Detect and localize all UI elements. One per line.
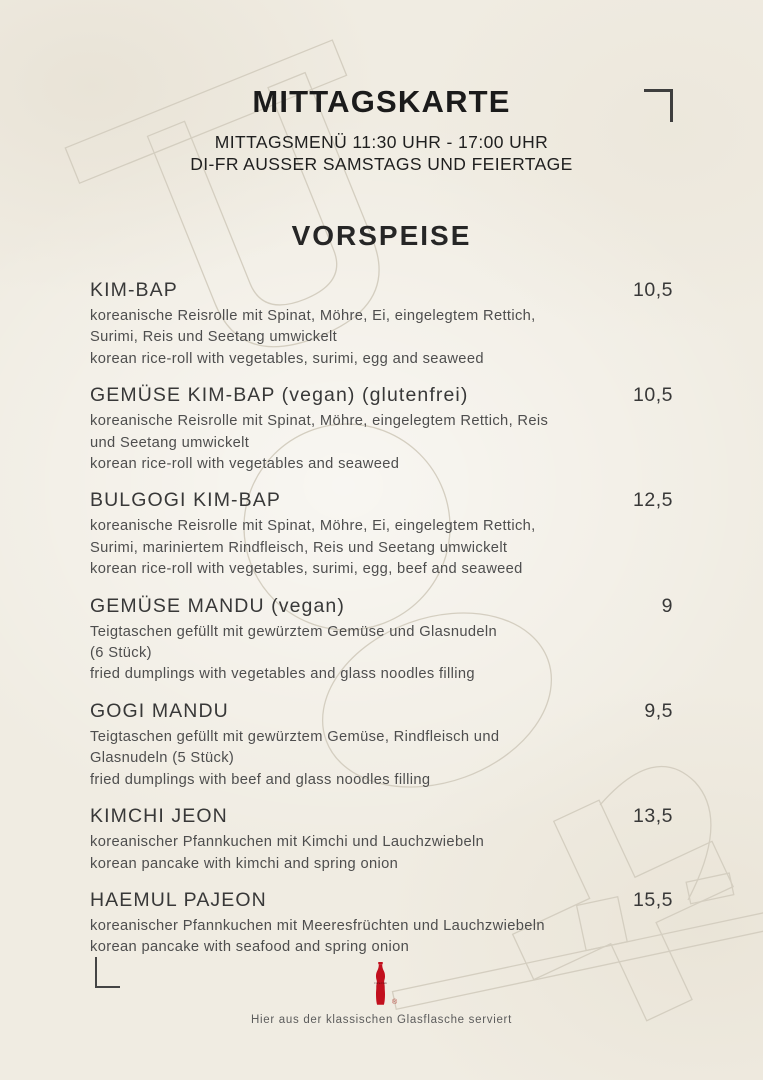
menu-item-desc-line: Glasnudeln (5 Stück): [90, 750, 235, 767]
menu-item-desc-line: Surimi, Reis und Seetang umwickelt: [90, 329, 338, 346]
menu-item-name: GEMÜSE MANDU (vegan): [90, 594, 345, 617]
menu-item-description: [90, 622, 673, 686]
menu-item-desc-line: koreanischer Pfannkuchen mit Meeresfrüchten und Lauchzwiebeln: [90, 917, 545, 934]
menu-item-price: 15,5: [633, 888, 673, 911]
menu-item-desc-line: korean pancake with seafood and spring onion: [90, 939, 410, 956]
menu-item-name: HAEMUL PAJEON: [90, 888, 267, 911]
menu-item-desc-line: Teigtaschen gefüllt mit gewürztem Gemüse, Rindfleisch und: [90, 728, 500, 745]
menu-item-price: 9: [661, 594, 673, 617]
menu-item-desc-line: koreanische Reisrolle mit Spinat, Möhre, Ei, eingelegtem Rettich,: [90, 518, 536, 535]
section-title: VORSPEISE: [291, 220, 472, 251]
menu-item-desc-line: koreanische Reisrolle mit Spinat, Möhre, eingelegtem Rettich, Reis: [90, 413, 549, 430]
menu-item-desc-line: Teigtaschen gefüllt mit gewürztem Gemüse und Glasnudeln: [90, 623, 498, 640]
menu-item-header: [90, 803, 673, 829]
menu-item-name: GOGI MANDU: [90, 699, 229, 722]
menu-item-description: [90, 516, 673, 580]
page-title: MITTAGSKARTE: [252, 84, 511, 119]
page-subtitle: [0, 131, 763, 175]
menu-item-header: [90, 382, 673, 408]
footer-note: Hier aus der klassischen Glasflasche serviert: [251, 1014, 512, 1026]
menu-item-desc-line: fried dumplings with vegetables and glass noodles filling: [90, 666, 475, 683]
menu-item-desc-line: koreanische Reisrolle mit Spinat, Möhre, Ei, eingelegtem Rettich,: [90, 308, 536, 324]
menu-item-desc-line: und Seetang umwickelt: [90, 434, 250, 451]
svg-text:Coca-Cola: Coca-Cola: [374, 980, 387, 985]
menu-item-description: [90, 411, 673, 475]
menu-item-name: KIMCHI JEON: [90, 805, 228, 828]
subtitle-line-1: MITTAGSMENÜ 11:30 UHR - 17:00 UHR: [214, 132, 549, 152]
menu-list: [90, 277, 673, 971]
menu-item-name: GEMÜSE KIM-BAP (vegan) (glutenfrei): [90, 384, 469, 407]
menu-item: [90, 803, 673, 875]
menu-item-desc-line: korean rice-roll with vegetables and seaweed: [90, 456, 400, 473]
menu-item: [90, 698, 673, 791]
menu-item-desc-line: (6 Stück): [90, 645, 152, 662]
menu-item-header: [90, 698, 673, 724]
corner-bracket-icon: [644, 89, 673, 122]
coca-cola-bottle-icon: [372, 962, 402, 1010]
menu-item-price: 12,5: [633, 489, 673, 512]
menu-item-desc-line: koreanischer Pfannkuchen mit Kimchi und Lauchzwiebeln: [90, 834, 485, 851]
menu-item-price: 9,5: [644, 699, 673, 722]
menu-item-header: [90, 277, 673, 303]
menu-item-price: 10,5: [633, 279, 673, 301]
menu-item: [90, 887, 673, 959]
menu-item: [90, 593, 673, 686]
menu-item-description: [90, 832, 673, 875]
subtitle-line-2: DI-FR AUSSER SAMSTAGS UND FEIERTAGE: [190, 154, 573, 174]
menu-item: [90, 487, 673, 580]
menu-item: [90, 382, 673, 475]
menu-item-header: [90, 593, 673, 619]
menu-item-description: [90, 306, 673, 370]
menu-item-desc-line: korean rice-roll with vegetables, surimi, egg, beef and seaweed: [90, 561, 523, 578]
menu-item-desc-line: korean rice-roll with vegetables, surimi, egg and seaweed: [90, 350, 484, 367]
menu-item-header: [90, 887, 673, 913]
menu-item: [90, 277, 673, 370]
menu-item-desc-line: fried dumplings with beef and glass noodles filling: [90, 771, 431, 788]
menu-item-desc-line: korean pancake with kimchi and spring onion: [90, 855, 399, 872]
registered-mark: ®: [392, 999, 398, 1006]
menu-item-price: 13,5: [633, 805, 673, 828]
menu-item-name: KIM-BAP: [90, 279, 178, 301]
menu-item-header: [90, 487, 673, 513]
menu-item-description: [90, 916, 673, 959]
menu-item-name: BULGOGI KIM-BAP: [90, 489, 281, 512]
menu-item-description: [90, 727, 673, 791]
menu-item-price: 10,5: [633, 384, 673, 407]
menu-item-desc-line: Surimi, mariniertem Rindfleisch, Reis und Seetang umwickelt: [90, 539, 508, 556]
